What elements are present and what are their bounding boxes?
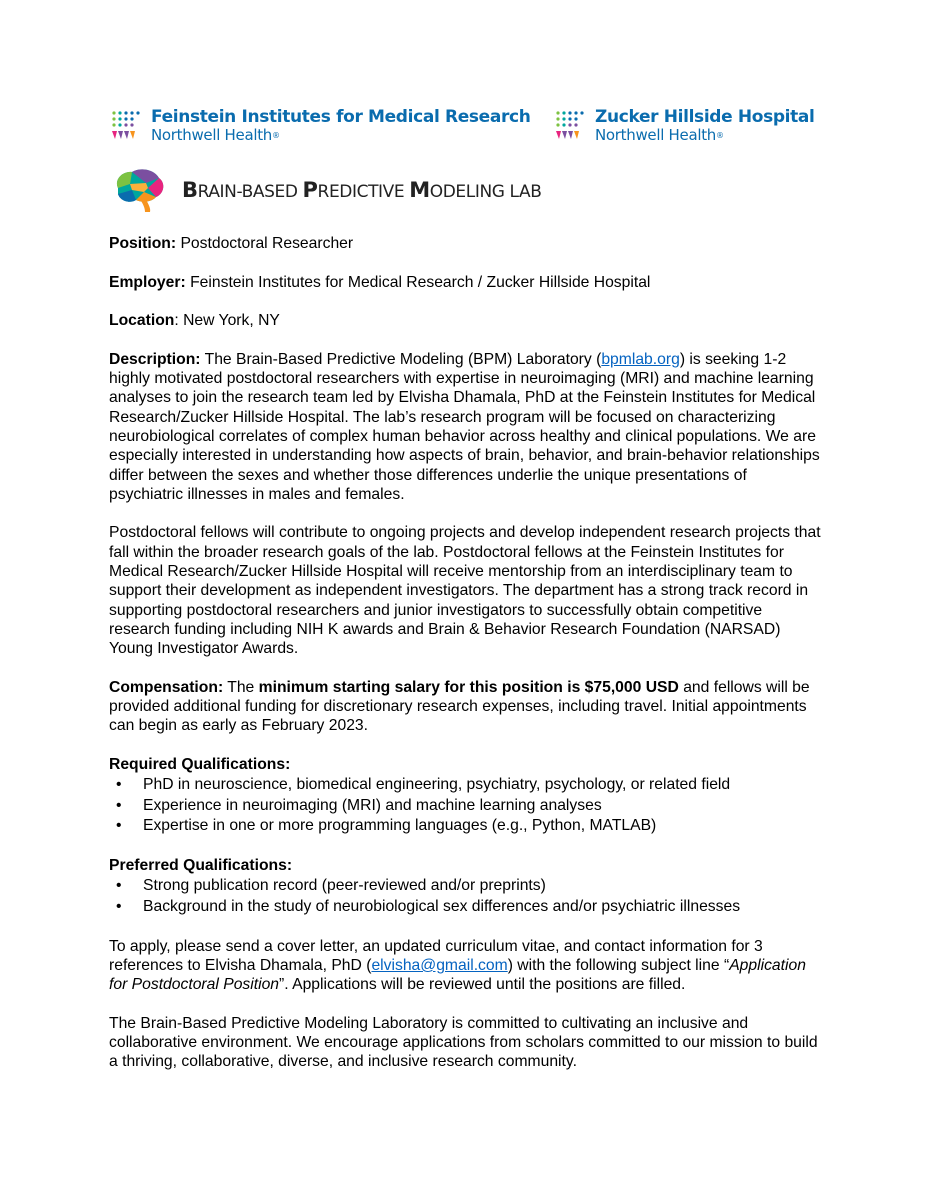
position-value: Postdoctoral Researcher <box>176 235 354 252</box>
feinstein-logo-sub <box>151 127 531 144</box>
lab-title: BRAIN-BASED PREDICTIVE MODELING LAB <box>182 178 542 202</box>
list-item: • Experience in neuroimaging (MRI) and machine learning analyses <box>143 796 824 817</box>
compensation-paragraph: Compensation: The minimum starting salary for this position is $75,000 USD and fellows will be provided additional funding for discretionary research expenses, including travel. Initial appointments can begin as early as February 2023. <box>109 678 810 735</box>
location-value: : New York, NY <box>174 312 280 330</box>
position-label: Position: <box>109 235 177 252</box>
zucker-logo <box>555 108 815 144</box>
employer-line <box>109 273 824 292</box>
required-heading: Required Qualifications: <box>109 756 291 774</box>
closing-paragraph: The Brain-Based Predictive Modeling Laboratory is committed to cultivating an inclusive and collaborative environment. We encourage applications from scholars committed to our mission to build a thriving, collaborative, diverse, and inclusive research community. <box>109 1014 818 1071</box>
email-link[interactable]: elvisha@gmail.com <box>371 957 508 974</box>
brain-icon <box>110 166 166 214</box>
list-item: • Background in the study of neurobiological sex differences and/or psychiatric illnesses <box>143 897 824 918</box>
list-item: • Strong publication record (peer-reviewed and/or preprints) <box>143 876 824 897</box>
feinstein-logo-name: Feinstein Institutes for Medical Research <box>151 107 531 127</box>
zucker-logo-sub <box>595 127 815 144</box>
lab-banner <box>110 166 542 214</box>
feinstein-logo <box>111 108 531 144</box>
subject-line: Application for Postdoctoral Position <box>109 957 806 994</box>
northwell-dots-icon <box>555 109 589 143</box>
position-line <box>109 234 824 253</box>
required-list <box>109 775 824 837</box>
bpmlab-link[interactable]: bpmlab.org <box>601 350 680 368</box>
registered-mark: ® <box>716 131 724 140</box>
northwell-dots-icon <box>111 109 145 143</box>
fellows-paragraph: Postdoctoral fellows will contribute to ongoing projects and develop independent research projects that fall within the broader research goals of the lab. Postdoctoral fellows at the Feinstein Institutes for Medical Research/Zucker Hillside Hospital will receive mentorship from an interdisciplinary team to support their development as independent investigators. The department has a strong track record in supporting postdoctoral researchers and junior investigators to successfully obtain competitive research funding including NIH K awards and Brain & Behavior Research Foundation (NARSAD) Young Investigator Awards. <box>109 524 821 658</box>
compensation-label: Compensation: <box>109 678 224 696</box>
employer-value: Feinstein Institutes for Medical Research / Zucker Hillside Hospital <box>185 273 651 291</box>
preferred-heading: Preferred Qualifications: <box>109 857 293 875</box>
registered-mark: ® <box>272 131 280 140</box>
apply-paragraph: To apply, please send a cover letter, an updated curriculum vitae, and contact information for 3 references to Elvisha Dhamala, PhD (elvisha@gmail.com) with the following subject line “Application for Postdoctoral Position”. Applications will be reviewed until the positions are filled. <box>109 937 806 994</box>
description-label: Description: <box>109 350 201 368</box>
list-item: • PhD in neuroscience, biomedical engineering, psychiatry, psychology, or related field <box>143 775 824 796</box>
zucker-logo-sub-text: Northwell Health <box>595 126 717 144</box>
list-item: • Expertise in one or more programming languages (e.g., Python, MATLAB) <box>143 816 824 837</box>
preferred-list <box>109 876 824 917</box>
location-label: Location <box>109 312 175 330</box>
zucker-logo-name: Zucker Hillside Hospital <box>595 107 815 127</box>
description-paragraph: Description: The Brain-Based Predictive Modeling (BPM) Laboratory (bpmlab.org) is seeking 1-2 highly motivated postdoctoral researchers with expertise in neuroimaging (MRI) and machine learning analyses to join the research team led by Elvisha Dhamala, PhD at the Feinstein Institutes for Medical Research/Zucker Hillside Hospital. The lab’s research program will be focused on characterizing neurobiological correlates of complex human behavior across healthy and clinical populations. We are especially interested in understanding how aspects of brain, behavior, and brain-behavior relationships differ between the sexes and whether those differences underlie the unique presentations of psychiatric illnesses in males and females. <box>109 350 820 503</box>
job-posting <box>109 234 824 1091</box>
salary-statement: minimum starting salary for this position is $75,000 USD <box>258 678 679 696</box>
employer-label: Employer: <box>109 273 186 291</box>
location-line <box>109 311 824 330</box>
feinstein-logo-sub-text: Northwell Health <box>151 126 273 144</box>
